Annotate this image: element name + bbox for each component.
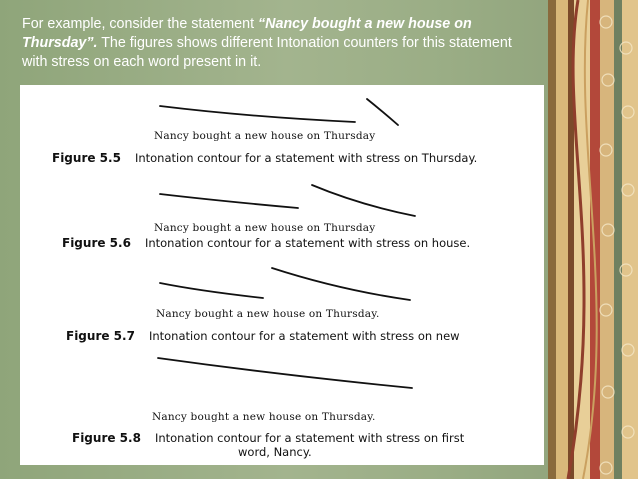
figure-panel [20,85,544,465]
intro-text-1: For example, consider the statement [22,16,259,32]
figure-5-8-caption [72,431,464,445]
figure-5-7-label: Figure 5.7 [66,329,135,343]
figure-5-7-sentence: Nancy bought a new house on Thursday. [156,308,380,320]
intro-paragraph [22,15,532,72]
contour-5-6-a [160,194,298,208]
contour-5-7-b [272,268,410,300]
contour-5-8-a [158,358,412,388]
figure-5-5-caption-text: Intonation contour for a statement with stress on Thursday. [134,151,478,165]
figure-5-5-sentence: Nancy bought a new house on Thursday [154,130,376,142]
contour-5-7-a [160,283,263,298]
intro-text-quote: “Nancy bought a new house on Thursday”. [22,16,472,51]
contour-5-5-b [367,99,398,125]
figure-5-6-label: Figure 5.6 [62,236,131,250]
intonation-curves [20,85,544,465]
figure-5-5-caption [52,151,477,165]
figure-5-8-caption-text: Intonation contour for a statement with stress on first [154,431,465,445]
intro-text-2: The figures shows different Intonation counters for this statement with stress on each word present in it. [22,35,512,70]
figure-5-6-caption [62,236,470,250]
floral-pattern-icon [548,0,638,479]
contour-5-6-b [312,185,415,216]
figure-5-7-caption [66,329,460,343]
figure-5-6-sentence: Nancy bought a new house on Thursday [154,222,376,234]
figure-5-8-label: Figure 5.8 [72,431,141,445]
figure-5-8-caption-line2: word, Nancy. [238,445,312,459]
figure-5-7-caption-text: Intonation contour for a statement with stress on new [148,329,460,343]
figure-5-8-sentence: Nancy bought a new house on Thursday. [152,411,376,423]
figure-5-6-caption-text: Intonation contour for a statement with stress on house. [144,236,471,250]
contour-5-5-a [160,106,355,122]
figure-5-5-label: Figure 5.5 [52,151,121,165]
decorative-art-strip [548,0,638,479]
